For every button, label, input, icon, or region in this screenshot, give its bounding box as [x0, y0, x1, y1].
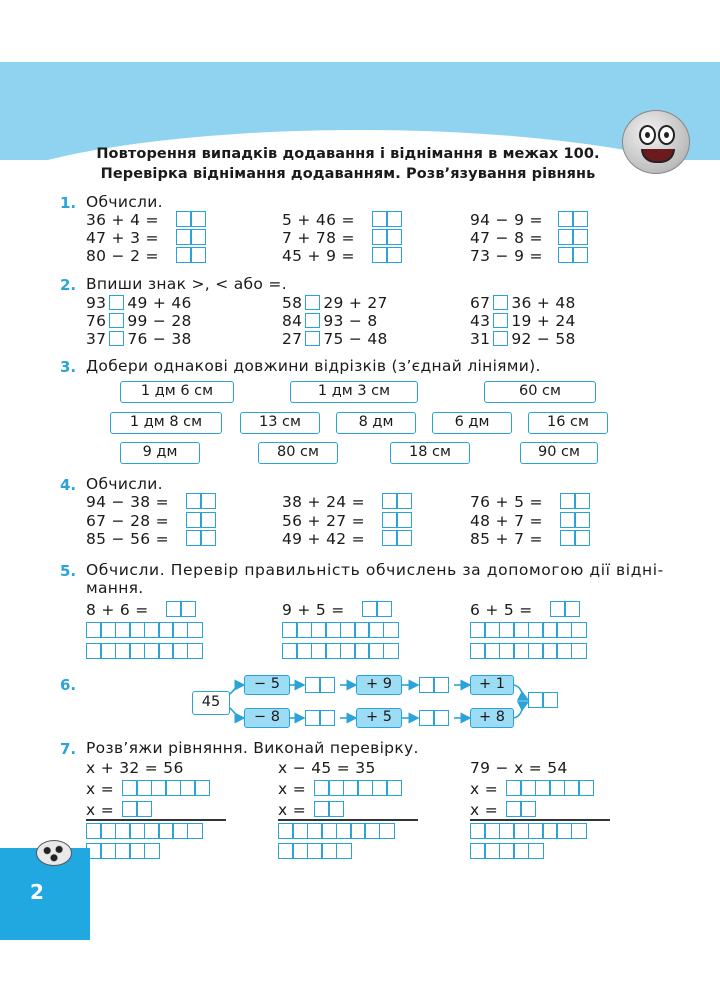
compare-row: 84 93 − 8 [282, 312, 378, 330]
chain-answer[interactable] [305, 677, 334, 693]
solution-cells[interactable] [506, 801, 535, 817]
task4-expr: 94 − 38 = [86, 493, 169, 511]
length-card[interactable]: 13 см [240, 412, 320, 434]
x-equals: x = [86, 780, 114, 798]
chain-operation: + 5 [356, 708, 402, 728]
compare-row: 27 75 − 48 [282, 330, 388, 348]
length-card[interactable]: 9 дм [120, 442, 200, 464]
task1-expr: 7 + 78 = [282, 229, 355, 247]
chain-answer[interactable] [305, 710, 334, 726]
x-equals: x = [278, 801, 306, 819]
answer-cell[interactable] [542, 692, 558, 708]
compare-row: 43 19 + 24 [470, 312, 576, 330]
x-equals: x = [470, 801, 498, 819]
check-row[interactable] [470, 843, 542, 859]
answer-cell[interactable] [336, 843, 352, 859]
task1-number: 1. [60, 194, 77, 212]
answer-cell[interactable] [136, 801, 152, 817]
equation: 79 − x = 54 [470, 759, 568, 777]
chain-operation: + 1 [470, 675, 514, 695]
chain-operation: + 8 [470, 708, 514, 728]
ladybug-icon [36, 840, 72, 866]
length-card[interactable]: 60 см [484, 381, 596, 403]
task4-expr: 76 + 5 = [470, 493, 543, 511]
answer-cell[interactable] [520, 801, 536, 817]
task3-number: 3. [60, 358, 77, 376]
x-equals: x = [470, 780, 498, 798]
task5-expr: 9 + 5 = [282, 601, 345, 619]
task4-expr: 49 + 42 = [282, 530, 365, 548]
task1-expr: 94 − 9 = [470, 211, 543, 229]
equation: x + 32 = 56 [86, 759, 184, 777]
answer-cell[interactable] [578, 780, 594, 796]
length-card[interactable]: 1 дм 6 см [120, 381, 234, 403]
length-card[interactable]: 90 см [520, 442, 598, 464]
task1-expr: 5 + 46 = [282, 211, 355, 229]
answer-cell[interactable] [433, 677, 449, 693]
task1-expr: 47 + 3 = [86, 229, 159, 247]
x-equals: x = [278, 780, 306, 798]
compare-row: 67 36 + 48 [470, 294, 576, 312]
check-row[interactable] [278, 843, 350, 859]
check-row[interactable] [278, 823, 393, 839]
task1-label: Обчисли. [86, 193, 163, 211]
task4-expr: 48 + 7 = [470, 512, 543, 530]
task4-expr: 85 + 7 = [470, 530, 543, 548]
answer-cell[interactable] [379, 823, 395, 839]
task5-expr: 8 + 6 = [86, 601, 149, 619]
task7-label: Розв’яжи рівняння. Виконай перевірку. [86, 739, 419, 757]
chain-operation: + 9 [356, 675, 402, 695]
task4-expr: 38 + 24 = [282, 493, 365, 511]
compare-row: 76 99 − 28 [86, 312, 192, 330]
check-row[interactable] [470, 823, 585, 839]
solution-cells[interactable] [122, 801, 151, 817]
solution-cells[interactable] [506, 780, 592, 796]
answer-cell[interactable] [528, 843, 544, 859]
solution-cells[interactable] [314, 801, 343, 817]
length-card[interactable]: 1 дм 8 см [110, 412, 222, 434]
task5-expr: 6 + 5 = [470, 601, 533, 619]
task4-expr: 85 − 56 = [86, 530, 169, 548]
length-card[interactable]: 18 см [390, 442, 470, 464]
chain-operation: − 5 [244, 675, 290, 695]
check-row[interactable] [86, 843, 158, 859]
chain-answer[interactable] [419, 710, 448, 726]
task1-expr: 45 + 9 = [282, 247, 355, 265]
task7-number: 7. [60, 740, 77, 758]
page-title-line1: Повторення випадків додавання і віднімання в межах 100. [96, 146, 600, 162]
answer-cell[interactable] [433, 710, 449, 726]
compare-row: 37 76 − 38 [86, 330, 192, 348]
length-card[interactable]: 80 см [258, 442, 338, 464]
task4-expr: 56 + 27 = [282, 512, 365, 530]
answer-cell[interactable] [328, 801, 344, 817]
answer-cell[interactable] [386, 780, 402, 796]
task1-expr: 73 − 9 = [470, 247, 543, 265]
answer-cell[interactable] [194, 780, 210, 796]
length-card[interactable]: 6 дм [432, 412, 512, 434]
length-card[interactable]: 1 дм 3 см [290, 381, 418, 403]
page-title-line2: Перевірка віднімання додаванням. Розв’язування рівнянь [100, 166, 596, 182]
task1-expr: 36 + 4 = [86, 211, 159, 229]
solution-cells[interactable] [122, 780, 208, 796]
answer-cell[interactable] [319, 677, 335, 693]
compare-row: 31 92 − 58 [470, 330, 576, 348]
page-number: 2 [30, 880, 44, 904]
chain-operation: − 8 [244, 708, 290, 728]
answer-cell[interactable] [187, 823, 203, 839]
answer-cell[interactable] [144, 843, 160, 859]
task4-label: Обчисли. [86, 475, 163, 493]
answer-cell[interactable] [319, 710, 335, 726]
divider [86, 819, 226, 821]
answer-cell[interactable] [571, 823, 587, 839]
task2-number: 2. [60, 276, 77, 294]
task2-label: Впиши знак >, < або =. [86, 275, 287, 293]
equation: x − 45 = 35 [278, 759, 376, 777]
length-card[interactable]: 8 дм [336, 412, 416, 434]
task1-expr: 80 − 2 = [86, 247, 159, 265]
task1-expr: 47 − 8 = [470, 229, 543, 247]
task5-label-line1: Обчисли. Перевір правильність обчислень за допомогою дії відні- [86, 561, 664, 579]
length-card[interactable]: 16 см [528, 412, 608, 434]
compare-row: 58 29 + 27 [282, 294, 388, 312]
task4-number: 4. [60, 476, 77, 494]
chain-final-answer[interactable] [528, 692, 557, 708]
divider [278, 819, 418, 821]
check-row[interactable] [86, 823, 201, 839]
solution-cells[interactable] [314, 780, 400, 796]
chain-start: 45 [192, 691, 230, 715]
task5-label-line2: мання. [86, 579, 144, 597]
x-equals: x = [86, 801, 114, 819]
task6-number: 6. [60, 676, 77, 694]
compare-row: 93 49 + 46 [86, 294, 192, 312]
divider [470, 819, 610, 821]
task5-number: 5. [60, 562, 77, 580]
chain-answer[interactable] [419, 677, 448, 693]
task3-label: Добери однакові довжини відрізків (з’єднай лініями). [86, 357, 541, 375]
task4-expr: 67 − 28 = [86, 512, 169, 530]
